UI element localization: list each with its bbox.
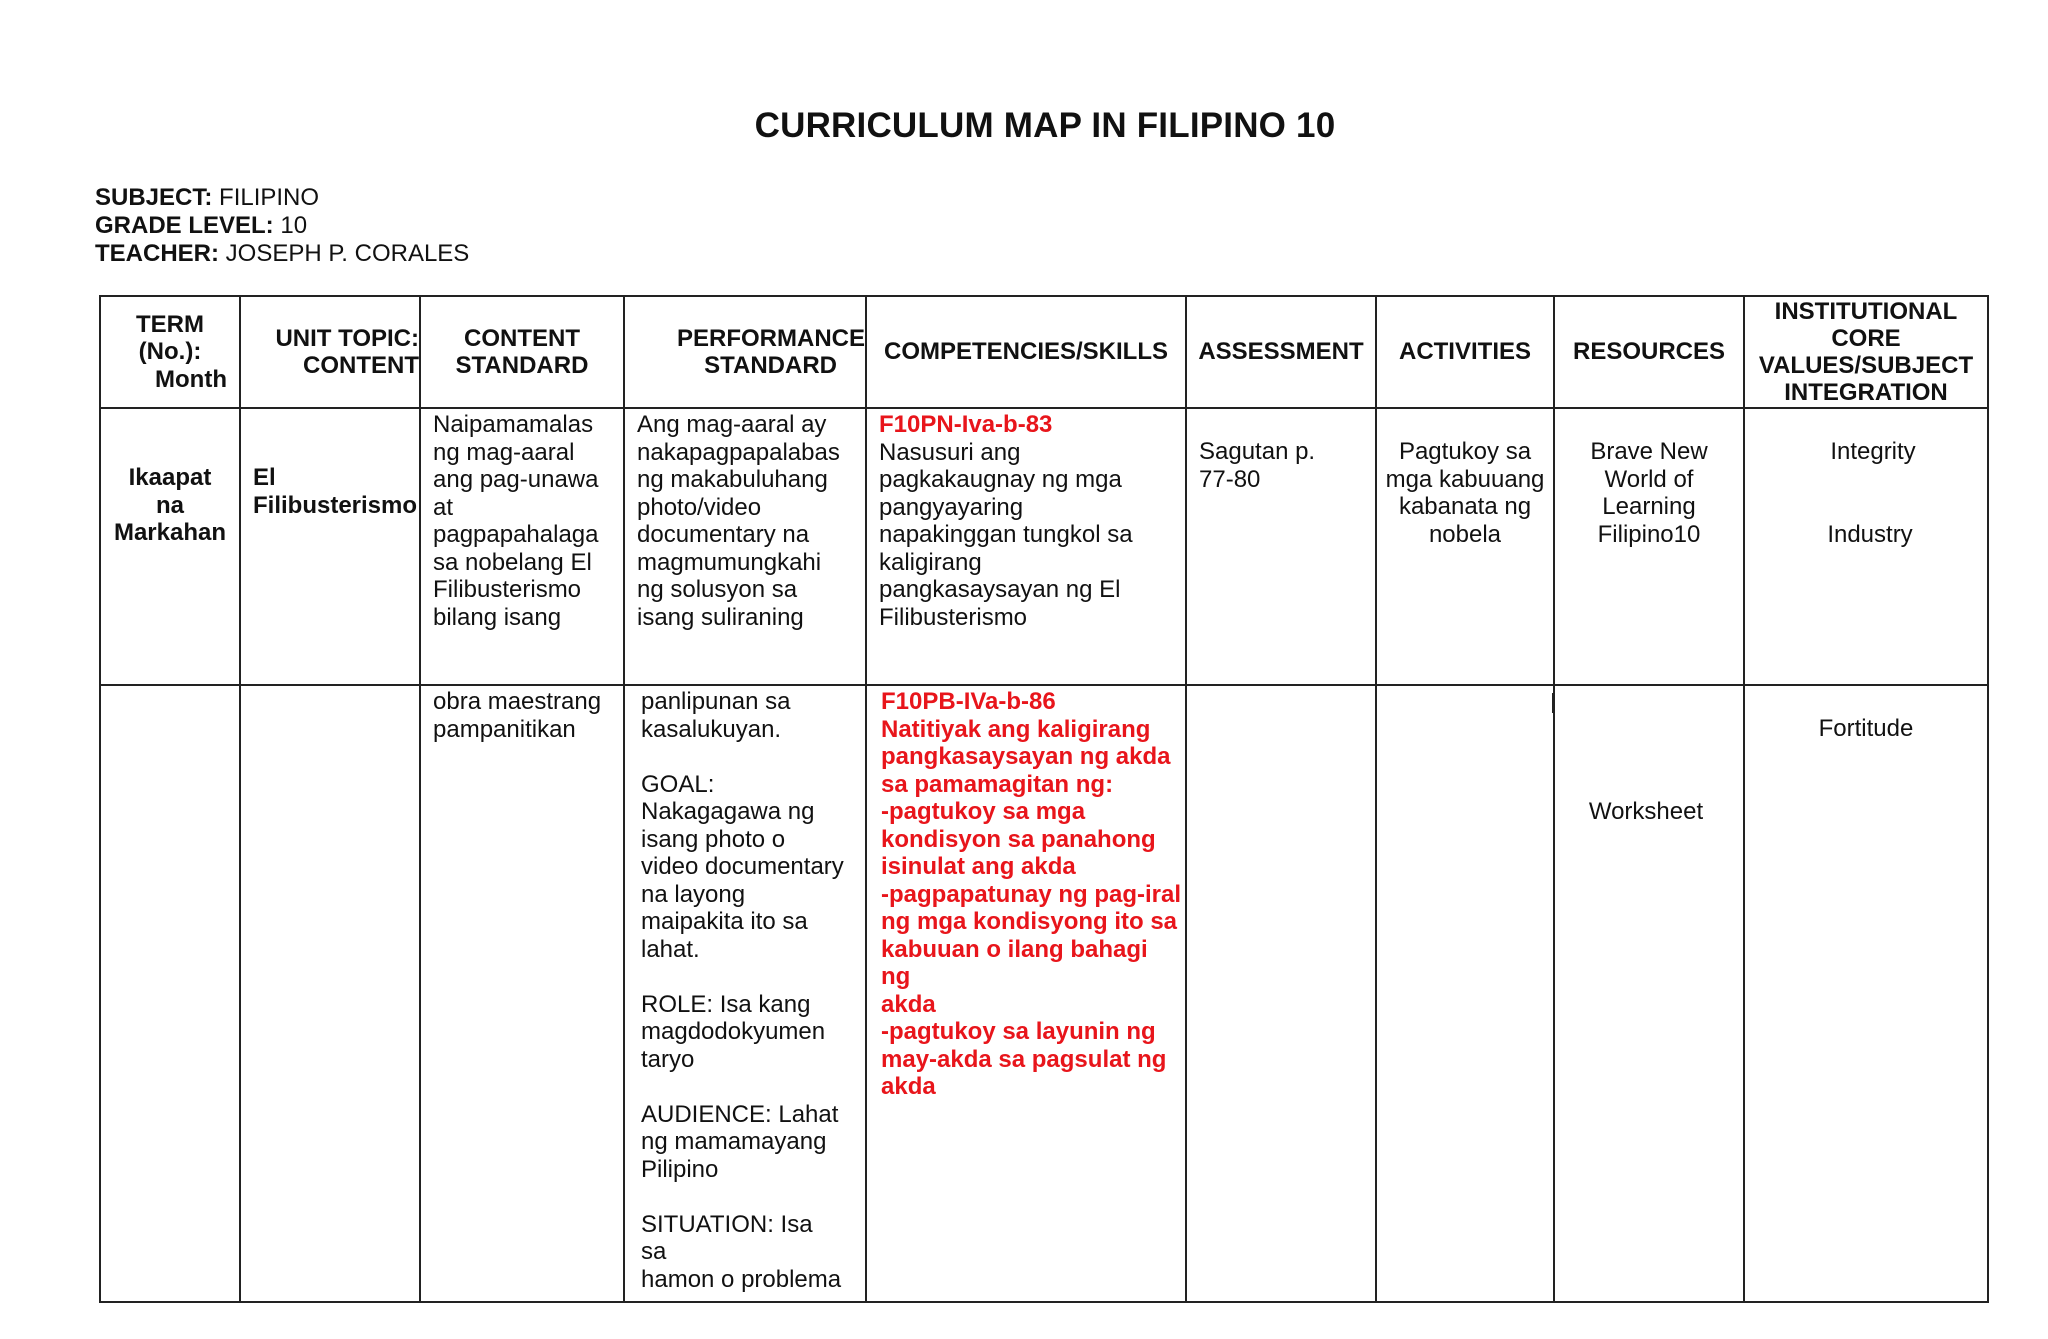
grade-value: 10 <box>280 212 308 239</box>
competencies-cell: F10PN-Iva-b-83 Nasusuri ang pagkakaugnay ng mga pangyayaring napakinggan tungkol sa kaligirang pangkasaysayan ng El Filibusterismo <box>866 408 1186 685</box>
subject-value: FILIPINO <box>219 184 320 211</box>
header-activities: ACTIVITIES <box>1376 296 1554 408</box>
competency-code: F10PB-IVa-b-86 <box>881 688 1056 715</box>
teacher-line <box>95 240 469 268</box>
header-term: TERM (No.): Month <box>100 296 240 408</box>
unit-topic-cell: El Filibusterismo <box>240 408 420 685</box>
subject-line <box>95 184 469 212</box>
curriculum-table <box>99 295 1989 1303</box>
header-performance-standard: PERFORMANCE STANDARD <box>624 296 866 408</box>
header-assessment: ASSESSMENT <box>1186 296 1376 408</box>
unit-topic-cell-empty <box>240 685 420 1302</box>
cell-marker <box>1552 693 1554 713</box>
teacher-label: TEACHER: <box>95 240 219 267</box>
assessment-cell-empty <box>1186 685 1376 1302</box>
competency-code: F10PN-Iva-b-83 <box>879 411 1053 438</box>
header-content-standard: CONTENT STANDARD <box>420 296 624 408</box>
header-core-values: INSTITUTIONAL CORE VALUES/SUBJECT INTEGRATION <box>1744 296 1988 408</box>
header-unit-topic: UNIT TOPIC: CONTENT <box>240 296 420 408</box>
subject-label: SUBJECT: <box>95 184 213 211</box>
term-cell-empty <box>100 685 240 1302</box>
header-resources: RESOURCES <box>1554 296 1744 408</box>
activities-cell-empty <box>1376 685 1554 1302</box>
header-competencies: COMPETENCIES/SKILLS <box>866 296 1186 408</box>
header-row <box>100 296 1988 408</box>
performance-standard-cell: panlipunan sa kasalukuyan. GOAL: Nakagagawa ng isang photo o video documentary na layong maipakita ito sa lahat. ROLE: Isa kang magdodokyumen taryo AUDIENCE: Lahat ng mamamayang Pilipino SITUATION: Isa sa hamon o problema <box>624 685 866 1302</box>
grade-line <box>95 212 469 240</box>
table-row <box>100 408 1988 685</box>
table-row <box>100 685 1988 1302</box>
grade-label: GRADE LEVEL: <box>95 212 274 239</box>
document-meta <box>95 184 469 268</box>
competencies-cell: F10PB-IVa-b-86 Natitiyak ang kaligirang pangkasaysayan ng akda sa pamamagitan ng: -pagtukoy sa mga kondisyon sa panahong isinulat ang akda -pagpapatunay ng pag-iral ng mga kondisyong ito sa kabuuan o ilang bahagi ng akda -pagtukoy sa layunin ng may-akda sa pagsulat ng akda <box>866 685 1186 1302</box>
assessment-cell: Sagutan p. 77-80 <box>1186 408 1376 685</box>
resources-cell: Worksheet <box>1554 685 1744 1302</box>
core-values-cell: Integrity Industry <box>1744 408 1988 685</box>
term-cell: Ikaapat na Markahan <box>100 408 240 685</box>
activities-cell: Pagtukoy sa mga kabuuang kabanata ng nobela <box>1376 408 1554 685</box>
performance-standard-cell: Ang mag-aaral ay nakapagpapalabas ng makabuluhang photo/video documentary na magmumungkahi ng solusyon sa isang suliraning <box>624 408 866 685</box>
content-standard-cell: Naipamamalas ng mag-aaral ang pag-unawa at pagpapahalaga sa nobelang El Filibusterismo bilang isang <box>420 408 624 685</box>
document-title: CURRICULUM MAP IN FILIPINO 10 <box>754 106 1336 145</box>
core-values-cell: Fortitude <box>1744 685 1988 1302</box>
resources-cell: Brave New World of Learning Filipino10 <box>1554 408 1744 685</box>
content-standard-cell: obra maestrang pampanitikan <box>420 685 624 1302</box>
teacher-value: JOSEPH P. CORALES <box>225 240 470 267</box>
